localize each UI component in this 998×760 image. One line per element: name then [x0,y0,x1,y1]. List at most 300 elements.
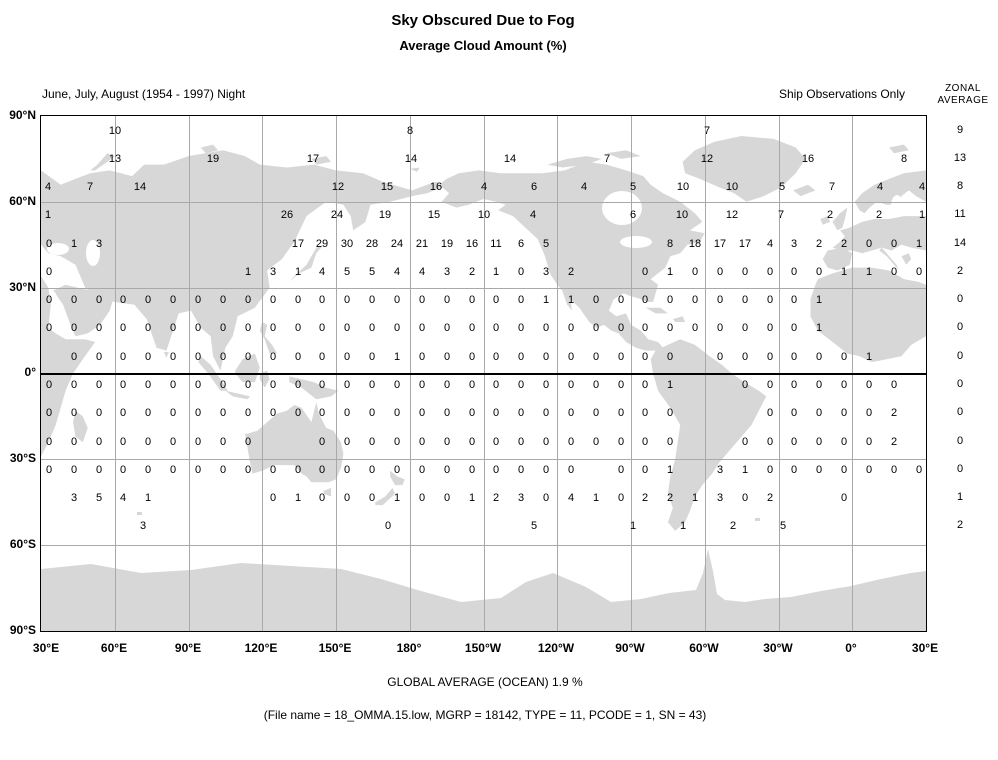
grid-value-25S: 0 [492,436,500,448]
grid-value-35S: 0 [468,464,476,476]
x-axis-tick-label: 0° [845,641,857,655]
grid-value-45N: 3 [95,238,103,250]
grid-value-5S: 0 [70,379,78,391]
grid-value-25N: 0 [244,294,252,306]
grid-value-35N: 1 [244,266,252,278]
grid-value-15S: 0 [318,407,326,419]
grid-value-25N: 0 [119,294,127,306]
grid-value-15S: 0 [343,407,351,419]
grid-value-45N: 1 [70,238,78,250]
landmass [683,136,806,202]
zonal-average-15S: 0 [956,406,964,418]
grid-value-15S: 0 [592,407,600,419]
grid-value-5S: 0 [95,379,103,391]
grid-value-35S: 0 [269,464,277,476]
grid-value-15N: 0 [766,322,774,334]
grid-value-25N: 0 [194,294,202,306]
grid-value-25S: 0 [815,436,823,448]
zonal-average-65N: 8 [956,180,964,192]
x-axis-tick-label: 60°W [689,641,719,655]
grid-value-35N: 0 [45,266,53,278]
zonal-average-15N: 0 [956,321,964,333]
grid-value-55N: 10 [477,209,491,221]
grid-value-25N: 0 [468,294,476,306]
grid-value-25S: 0 [865,436,873,448]
grid-value-5N: 0 [418,351,426,363]
grid-value-45N: 21 [415,238,429,250]
grid-value-15S: 2 [890,407,898,419]
chart-subtitle: Average Cloud Amount (%) [399,38,567,53]
grid-value-35S: 0 [492,464,500,476]
grid-value-5N: 0 [840,351,848,363]
grid-value-15N: 0 [592,322,600,334]
grid-value-5S: 0 [641,379,649,391]
grid-value-25N: 0 [219,294,227,306]
grid-value-45S: 1 [144,492,152,504]
grid-value-5N: 0 [790,351,798,363]
grid-value-25S: 0 [219,436,227,448]
zonal-average-25N: 0 [956,293,964,305]
equator-line [41,373,926,375]
grid-value-45S: 2 [492,492,500,504]
grid-value-65N: 16 [429,181,443,193]
grid-value-5S: 0 [790,379,798,391]
grid-value-5N: 0 [169,351,177,363]
grid-value-45N: 11 [490,238,502,250]
grid-value-55S: 5 [779,520,787,532]
grid-value-5N: 0 [95,351,103,363]
y-axis-tick-label: 30°N [9,280,36,294]
grid-value-25N: 0 [741,294,749,306]
grid-value-25N: 0 [517,294,525,306]
grid-value-55S: 1 [629,520,637,532]
grid-value-45N: 17 [713,238,727,250]
grid-value-65N: 4 [580,181,588,193]
grid-value-45N: 29 [315,238,329,250]
grid-value-15S: 0 [840,407,848,419]
period-label: June, July, August (1954 - 1997) Night [42,87,246,101]
grid-value-45N: 0 [890,238,898,250]
grid-value-65N: 7 [828,181,836,193]
grid-value-45N: 2 [840,238,848,250]
grid-value-25S: 0 [70,436,78,448]
zonal-average-75N: 13 [953,152,967,164]
grid-value-35N: 2 [567,266,575,278]
grid-value-15S: 0 [368,407,376,419]
grid-value-45S: 4 [567,492,575,504]
grid-value-15S: 0 [194,407,202,419]
grid-value-35N: 2 [468,266,476,278]
grid-value-15N: 0 [294,322,302,334]
grid-value-45S: 0 [443,492,451,504]
grid-value-65N: 5 [778,181,786,193]
grid-value-45N: 0 [45,238,53,250]
grid-value-35S: 0 [244,464,252,476]
grid-value-5N: 0 [244,351,252,363]
grid-value-15S: 0 [443,407,451,419]
grid-value-45N: 28 [365,238,379,250]
grid-value-35S: 0 [318,464,326,476]
grid-value-35N: 3 [443,266,451,278]
grid-value-25N: 0 [691,294,699,306]
grid-value-5S: 0 [244,379,252,391]
parallel-gridline [41,288,926,289]
grid-value-35N: 0 [691,266,699,278]
grid-value-5N: 0 [318,351,326,363]
grid-value-55N: 10 [675,209,689,221]
grid-value-35S: 0 [815,464,823,476]
grid-value-15N: 0 [393,322,401,334]
grid-value-5S: 0 [492,379,500,391]
grid-value-45N: 6 [517,238,525,250]
grid-value-25S: 0 [343,436,351,448]
grid-value-25S: 0 [542,436,550,448]
grid-value-15S: 0 [393,407,401,419]
grid-value-45S: 1 [592,492,600,504]
grid-value-25S: 0 [641,436,649,448]
grid-value-75N: 8 [900,153,908,165]
grid-value-25S: 0 [95,436,103,448]
grid-value-55N: 12 [725,209,739,221]
grid-value-5N: 0 [716,351,724,363]
grid-value-35N: 0 [716,266,724,278]
landmass [164,352,169,358]
grid-value-55N: 2 [826,209,834,221]
grid-value-25N: 0 [641,294,649,306]
landmass [375,488,395,505]
grid-value-55N: 26 [280,209,294,221]
grid-value-45S: 1 [468,492,476,504]
grid-value-15S: 0 [815,407,823,419]
grid-value-25N: 1 [567,294,575,306]
grid-value-5S: 0 [542,379,550,391]
grid-value-35S: 0 [641,464,649,476]
grid-value-35N: 0 [766,266,774,278]
grid-value-15N: 0 [244,322,252,334]
grid-value-45S: 0 [318,492,326,504]
landmass [855,170,926,213]
grid-value-5S: 0 [592,379,600,391]
grid-value-15N: 0 [790,322,798,334]
grid-value-15S: 0 [294,407,302,419]
grid-value-35N: 0 [915,266,923,278]
grid-value-15S: 0 [492,407,500,419]
grid-value-35S: 1 [666,464,674,476]
grid-value-45N: 0 [865,238,873,250]
grid-value-65N: 4 [876,181,884,193]
grid-value-35S: 0 [45,464,53,476]
x-axis-tick-label: 30°W [763,641,793,655]
grid-value-45N: 19 [440,238,454,250]
grid-value-35S: 3 [716,464,724,476]
grid-value-25N: 0 [443,294,451,306]
grid-value-15N: 0 [219,322,227,334]
x-axis-tick-label: 150°W [464,641,502,655]
grid-value-15S: 0 [169,407,177,419]
grid-value-55N: 4 [529,209,537,221]
grid-value-55N: 24 [330,209,344,221]
grid-value-5S: 1 [666,379,674,391]
grid-value-15S: 0 [468,407,476,419]
grid-value-15N: 0 [617,322,625,334]
landmass [755,518,760,521]
x-axis-tick-label: 30°E [32,641,60,655]
grid-value-35N: 0 [790,266,798,278]
grid-value-5S: 0 [393,379,401,391]
grid-value-35N: 0 [641,266,649,278]
grid-value-35N: 0 [517,266,525,278]
grid-value-25S: 0 [169,436,177,448]
grid-value-75N: 16 [801,153,815,165]
grid-value-25N: 0 [766,294,774,306]
grid-value-15S: 0 [542,407,550,419]
grid-value-45N: 17 [291,238,305,250]
grid-value-55S: 1 [679,520,687,532]
grid-value-5S: 0 [318,379,326,391]
grid-value-25S: 0 [840,436,848,448]
grid-value-65N: 4 [918,181,926,193]
landmass [410,168,420,172]
grid-value-25S: 0 [766,436,774,448]
grid-value-25N: 1 [815,294,823,306]
grid-value-25N: 0 [144,294,152,306]
map-plot-area [40,115,927,632]
grid-value-15S: 0 [70,407,78,419]
grid-value-35N: 4 [318,266,326,278]
grid-value-65N: 5 [629,181,637,193]
grid-value-45S: 5 [95,492,103,504]
grid-value-25S: 0 [443,436,451,448]
grid-value-5S: 0 [194,379,202,391]
grid-value-65N: 4 [480,181,488,193]
landmass [287,245,324,285]
zonal-average-5N: 0 [956,350,964,362]
grid-value-65N: 7 [86,181,94,193]
landmass [673,316,685,322]
grid-value-5N: 0 [592,351,600,363]
y-axis-tick-label: 30°S [9,451,36,465]
grid-value-15N: 0 [666,322,674,334]
grid-value-75N: 13 [108,153,122,165]
grid-value-35S: 0 [294,464,302,476]
grid-value-45N: 17 [738,238,752,250]
grid-value-15N: 0 [95,322,103,334]
x-axis-tick-label: 120°W [537,641,575,655]
grid-value-5N: 1 [393,351,401,363]
grid-value-5S: 0 [418,379,426,391]
grid-value-5S: 0 [766,379,774,391]
grid-value-15N: 0 [70,322,78,334]
grid-value-25N: 0 [790,294,798,306]
y-axis-tick-label: 60°N [9,194,36,208]
grid-value-15S: 0 [45,407,53,419]
landmass [137,512,142,515]
grid-value-15N: 0 [119,322,127,334]
grid-value-35N: 3 [269,266,277,278]
grid-value-25N: 0 [95,294,103,306]
grid-value-25S: 0 [119,436,127,448]
x-axis-tick-label: 60°E [100,641,128,655]
grid-value-15S: 0 [790,407,798,419]
grid-value-25N: 0 [592,294,600,306]
global-average-label: GLOBAL AVERAGE (OCEAN) 1.9 % [387,675,583,689]
grid-value-25S: 2 [890,436,898,448]
grid-value-65N: 4 [44,181,52,193]
grid-value-65N: 12 [331,181,345,193]
grid-value-65N: 6 [530,181,538,193]
landmass [646,308,668,314]
y-axis-tick-label: 0° [24,365,36,379]
grid-value-15N: 0 [443,322,451,334]
grid-value-5N: 0 [815,351,823,363]
grid-value-75N: 12 [700,153,714,165]
grid-value-35S: 0 [890,464,898,476]
grid-value-25N: 0 [666,294,674,306]
grid-value-25N: 0 [368,294,376,306]
grid-value-5N: 0 [443,351,451,363]
landmass [793,185,815,196]
grid-value-15S: 0 [617,407,625,419]
grid-value-35S: 0 [542,464,550,476]
grid-value-35N: 1 [492,266,500,278]
grid-value-15S: 0 [567,407,575,419]
grid-value-25N: 0 [70,294,78,306]
grid-value-5S: 0 [119,379,127,391]
grid-value-25N: 0 [169,294,177,306]
zonal-average-85N: 9 [956,124,964,136]
grid-value-35S: 0 [169,464,177,476]
grid-value-5N: 0 [741,351,749,363]
grid-value-35S: 0 [418,464,426,476]
landmass [606,150,640,159]
grid-value-45N: 4 [766,238,774,250]
grid-value-55N: 2 [875,209,883,221]
grid-value-5N: 0 [368,351,376,363]
grid-value-65N: 15 [380,181,394,193]
grid-value-85N: 10 [108,125,122,137]
grid-value-25S: 0 [45,436,53,448]
zonal-average-45S: 1 [956,491,964,503]
grid-value-35S: 0 [95,464,103,476]
grid-value-5N: 0 [542,351,550,363]
grid-value-45S: 3 [70,492,78,504]
grid-value-55N: 15 [427,209,441,221]
grid-value-15S: 0 [666,407,674,419]
grid-value-75N: 14 [503,153,517,165]
grid-value-35S: 0 [119,464,127,476]
grid-value-45S: 0 [418,492,426,504]
grid-value-15S: 0 [244,407,252,419]
grid-value-5S: 0 [269,379,277,391]
grid-value-35N: 0 [815,266,823,278]
file-info-label: (File name = 18_OMMA.15.low, MGRP = 18142, TYPE = 11, PCODE = 1, SN = 43) [263,708,707,722]
grid-value-35S: 0 [144,464,152,476]
grid-value-35S: 0 [343,464,351,476]
grid-value-45N: 18 [688,238,702,250]
zonal-header-line2: AVERAGE [937,95,989,106]
grid-value-85N: 7 [703,125,711,137]
grid-value-35S: 0 [517,464,525,476]
grid-value-5N: 0 [617,351,625,363]
grid-value-35N: 4 [393,266,401,278]
grid-value-75N: 17 [306,153,320,165]
grid-value-25S: 0 [592,436,600,448]
grid-value-35N: 5 [368,266,376,278]
grid-value-45S: 2 [666,492,674,504]
grid-value-25S: 0 [368,436,376,448]
grid-value-5S: 0 [45,379,53,391]
grid-value-45N: 24 [390,238,404,250]
grid-value-5N: 0 [219,351,227,363]
y-axis-tick-label: 90°S [9,623,36,637]
grid-value-5S: 0 [815,379,823,391]
grid-value-5N: 0 [492,351,500,363]
grid-value-25N: 0 [393,294,401,306]
grid-value-55N: 1 [44,209,52,221]
grid-value-75N: 14 [404,153,418,165]
grid-value-25N: 0 [294,294,302,306]
grid-value-15N: 0 [194,322,202,334]
grid-value-35S: 0 [393,464,401,476]
grid-value-75N: 19 [206,153,220,165]
grid-value-45S: 1 [294,492,302,504]
grid-value-85N: 8 [406,125,414,137]
grid-value-25S: 0 [790,436,798,448]
grid-value-15N: 0 [741,322,749,334]
grid-value-45S: 0 [617,492,625,504]
grid-value-65N: 14 [133,181,147,193]
zonal-average-55N: 11 [954,208,966,220]
grid-value-75N: 7 [603,153,611,165]
grid-value-5S: 0 [617,379,625,391]
grid-value-35N: 0 [741,266,749,278]
x-axis-tick-label: 30°E [911,641,939,655]
grid-value-5N: 0 [294,351,302,363]
x-axis-tick-label: 150°E [318,641,352,655]
grid-value-45S: 3 [716,492,724,504]
grid-value-25S: 0 [144,436,152,448]
grid-value-15N: 0 [641,322,649,334]
grid-value-25S: 0 [567,436,575,448]
grid-value-5S: 0 [840,379,848,391]
grid-value-5N: 0 [766,351,774,363]
grid-value-45N: 16 [465,238,479,250]
grid-value-45N: 30 [340,238,354,250]
grid-value-25S: 0 [666,436,674,448]
grid-value-35S: 0 [70,464,78,476]
grid-value-25N: 1 [542,294,550,306]
grid-value-25N: 0 [318,294,326,306]
chart-title: Sky Obscured Due to Fog [391,12,575,29]
grid-value-55S: 2 [729,520,737,532]
x-axis-tick-label: 180° [396,641,422,655]
grid-value-25S: 0 [194,436,202,448]
water-body [891,195,903,217]
grid-value-15N: 0 [269,322,277,334]
zonal-average-25S: 0 [956,435,964,447]
grid-value-15S: 0 [119,407,127,419]
grid-value-35S: 0 [617,464,625,476]
parallel-gridline [41,545,926,546]
grid-value-55N: 7 [777,209,785,221]
zonal-average-35N: 2 [956,265,964,277]
grid-value-25S: 0 [517,436,525,448]
grid-value-25N: 0 [418,294,426,306]
grid-value-25S: 0 [468,436,476,448]
grid-value-5S: 0 [890,379,898,391]
grid-value-5N: 0 [641,351,649,363]
grid-value-15N: 0 [492,322,500,334]
